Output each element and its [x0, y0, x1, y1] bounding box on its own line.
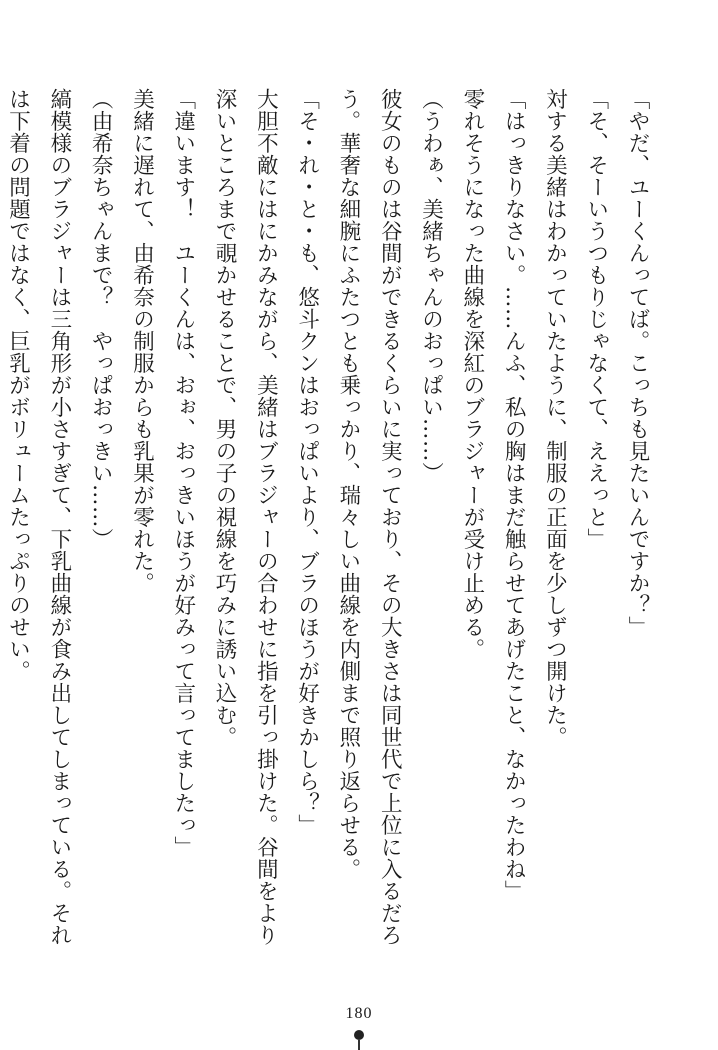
- text-line: 彼女のものは谷間ができるくらいに実っており、その大きさは同世代で上位に入るだろ: [377, 88, 403, 946]
- text-line: 縞模様のブラジャーは三角形が小さすぎて、下乳曲線が食み出してしまっている。それ: [46, 88, 72, 946]
- text-line: 深いところまで覗かせることで、男の子の視線を巧みに誘い込む。: [212, 88, 238, 748]
- page-marker-tick-icon: [358, 1040, 360, 1050]
- text-line: 「やだ、ユーくんってば。こっちも見たいんですか？」: [625, 88, 650, 638]
- text-line: （うわぁ、美緒ちゃんのおっぱい……）: [418, 88, 444, 484]
- text-line: 零れそうになった曲線を深紅のブラジャーが受け止める。: [459, 88, 485, 660]
- page-number: 180: [345, 1005, 373, 1022]
- text-line: 「そ、そーいうつもりじゃなくて、ええっと」: [583, 88, 609, 550]
- text-line: 「そ・れ・と・も、悠斗クンはおっぱいより、ブラのほうが好きかしら？」: [294, 88, 320, 836]
- page-marker-dot-icon: [354, 1030, 364, 1040]
- text-line: 「はっきりなさい。……んふ、私の胸はまだ触らせてあげたこと、なかったわね」: [501, 88, 527, 902]
- text-line: う。華奢な細腕にふたつとも乗っかり、瑞々しい曲線を内側まで照り返らせる。: [335, 88, 361, 880]
- text-line: 対する美緒はわかっていたように、制服の正面を少しずつ開けた。: [542, 88, 568, 748]
- text-line: 「違います！ ユーくんは、おぉ、おっきいほうが好みって言ってましたっ」: [170, 88, 196, 858]
- text-line: は下着の問題ではなく、巨乳がボリュームたっぷりのせい。: [5, 88, 31, 682]
- text-line: 大胆不敵にはにかみながら、美緒はブラジャーの合わせに指を引っ掛けた。谷間をより: [253, 88, 279, 946]
- vertical-text-body: [5, 88, 658, 988]
- text-line: 美緒に遅れて、由希奈の制服からも乳果が零れた。: [129, 88, 155, 594]
- text-line: （由希奈ちゃんまで？ やっぱおっきい……）: [88, 88, 114, 550]
